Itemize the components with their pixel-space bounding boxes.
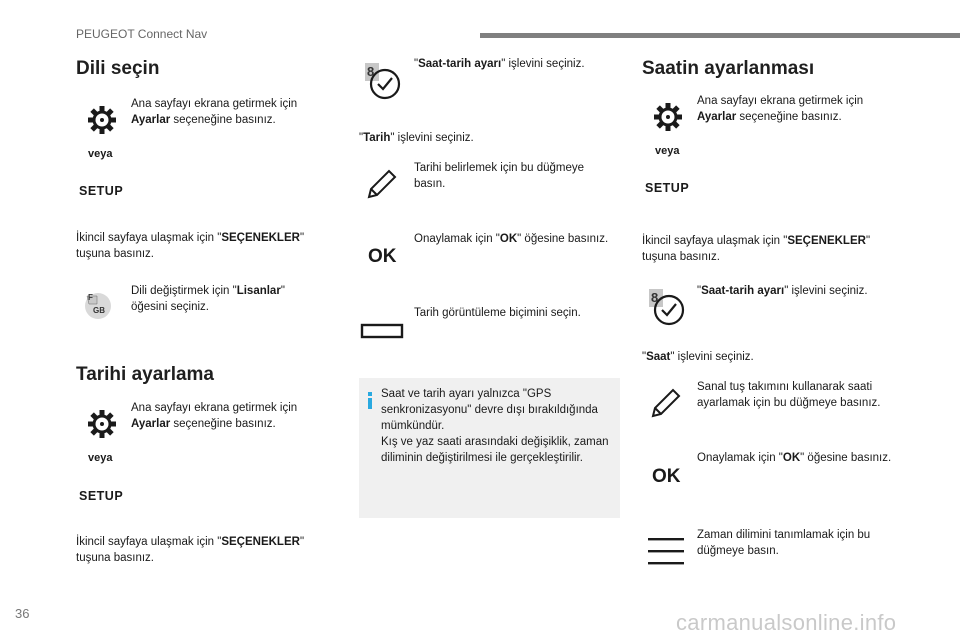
lang-step3-bold: Lisanlar <box>236 285 281 297</box>
date-step2-text <box>76 534 346 566</box>
time-step4-text <box>642 349 902 365</box>
date-step4-bold: Tarih <box>363 132 391 144</box>
time-step6-pre: Onaylamak için " <box>697 452 783 464</box>
date-step2-bold: SEÇENEKLER <box>221 536 300 548</box>
time-step3-post: " işlevini seçiniz. <box>784 285 868 297</box>
section-title-language: Dili seçin <box>76 58 160 79</box>
lang-step3-pre: Dili değiştirmek için " <box>131 285 237 297</box>
lang-step3-text <box>131 283 331 315</box>
time-step2-post: " <box>865 235 871 247</box>
section-title-time: Saatin ayarlanması <box>642 58 815 79</box>
header-title: PEUGEOT Connect Nav <box>76 27 208 41</box>
date-step2-pre: İkincil sayfaya ulaşmak için " <box>76 536 222 548</box>
date-step2-line2: tuşuna basınız. <box>76 552 154 564</box>
lang-step2-pre: İkincil sayfaya ulaşmak için " <box>76 232 222 244</box>
date-step3-post: " işlevini seçiniz. <box>501 58 585 70</box>
date-step3-bold: Saat-tarih ayarı <box>418 58 502 70</box>
lang-step1-pre: Ana sayfayı ekrana getirmek için <box>131 98 298 110</box>
date-step1-post: seçeneğine basınız. <box>170 418 276 430</box>
time-step2-text <box>642 233 912 265</box>
bar-icon <box>361 324 403 338</box>
setup-button-label: SETUP <box>645 181 690 195</box>
setup-button-label: SETUP <box>79 489 124 503</box>
date-step7-text: Tarih görüntüleme biçimini seçin. <box>414 307 581 319</box>
lang-step3-line2: öğesini seçiniz. <box>131 301 209 313</box>
veya-label: veya <box>88 452 113 464</box>
date-step6-text <box>414 231 614 247</box>
date-step4-pre: " <box>359 132 364 144</box>
date-step3-pre: " <box>414 58 419 70</box>
time-step1-text <box>697 93 897 125</box>
info-line2: Kış ve yaz saati arasındaki değişiklik, zaman diliminin değiştirilmesi ile gerçekleştirilir. <box>381 436 609 464</box>
date-step6-post: " öğesine basınız. <box>517 233 609 245</box>
clock-icon-digit: 8 <box>651 290 659 305</box>
date-step6-bold: OK <box>499 233 518 245</box>
info-line1: Saat ve tarih ayarı yalnızca "GPS senkronizasyonu" devre dışı bırakıldığında mümkündür. <box>381 388 598 432</box>
date-step4-post: " işlevini seçiniz. <box>390 132 474 144</box>
pencil-icon <box>650 387 682 419</box>
date-step2-post: " <box>299 536 305 548</box>
time-step2-line2: tuşuna basınız. <box>642 251 720 263</box>
veya-label: veya <box>655 145 680 157</box>
date-step1-text <box>131 400 331 432</box>
gear-icon <box>88 410 116 438</box>
time-step2-pre: İkincil sayfaya ulaşmak için " <box>642 235 788 247</box>
lang-step1-post: seçeneğine basınız. <box>170 114 276 126</box>
setup-button-label: SETUP <box>79 184 124 198</box>
ok-button-label: OK <box>368 246 397 267</box>
ok-button-label: OK <box>652 466 681 487</box>
time-step6-post: " öğesine basınız. <box>800 452 892 464</box>
date-step1-bold: Ayarlar <box>131 418 171 430</box>
info-text <box>381 386 617 466</box>
lang-step2-post: " <box>299 232 305 244</box>
pencil-icon <box>366 168 398 200</box>
watermark: carmanualsonline.info <box>676 610 897 635</box>
clock-icon-digit: 8 <box>367 64 375 79</box>
lang-icon-bottom-text: GB <box>93 306 105 315</box>
page-number: 36 <box>15 606 30 621</box>
time-step3-pre: " <box>697 285 702 297</box>
time-step6-text <box>697 450 897 466</box>
date-step3-text <box>414 56 624 72</box>
menu-icon <box>648 536 684 566</box>
lang-step1-bold: Ayarlar <box>131 114 171 126</box>
time-step4-post: " işlevini seçiniz. <box>670 351 754 363</box>
gear-icon <box>654 103 682 131</box>
date-step1-pre: Ana sayfayı ekrana getirmek için <box>131 402 298 414</box>
header-bar <box>480 33 960 38</box>
time-step4-pre: " <box>642 351 647 363</box>
time-step1-pre: Ana sayfayı ekrana getirmek için <box>697 95 864 107</box>
lang-step1-text <box>131 96 331 128</box>
gear-icon <box>88 106 116 134</box>
info-icon <box>368 398 372 409</box>
time-step3-text <box>697 283 907 299</box>
time-step1-bold: Ayarlar <box>697 111 737 123</box>
lang-step2-line2: tuşuna basınız. <box>76 248 154 260</box>
veya-label: veya <box>88 148 113 160</box>
section-title-date: Tarihi ayarlama <box>76 364 215 385</box>
time-step5-text: Sanal tuş takımını kullanarak saati ayarlamak için bu düğmeye basınız. <box>697 381 881 409</box>
time-step4-bold: Saat <box>646 351 671 363</box>
lang-step2-text <box>76 230 346 262</box>
time-step2-bold: SEÇENEKLER <box>787 235 866 247</box>
lang-icon-top-text: F <box>88 293 93 302</box>
lang-step3-post: " <box>280 285 285 297</box>
time-step3-bold: Saat-tarih ayarı <box>701 285 785 297</box>
info-box <box>359 378 620 518</box>
date-step4-text <box>359 130 619 146</box>
time-step1-post: seçeneğine basınız. <box>736 111 842 123</box>
time-step6-bold: OK <box>782 452 801 464</box>
date-step6-pre: Onaylamak için " <box>414 233 500 245</box>
lang-step2-bold: SEÇENEKLER <box>221 232 300 244</box>
date-step5-text: Tarihi belirlemek için bu düğmeye basın. <box>414 162 585 190</box>
time-step7-text: Zaman dilimini tanımlamak için bu düğmeye basın. <box>697 529 871 557</box>
